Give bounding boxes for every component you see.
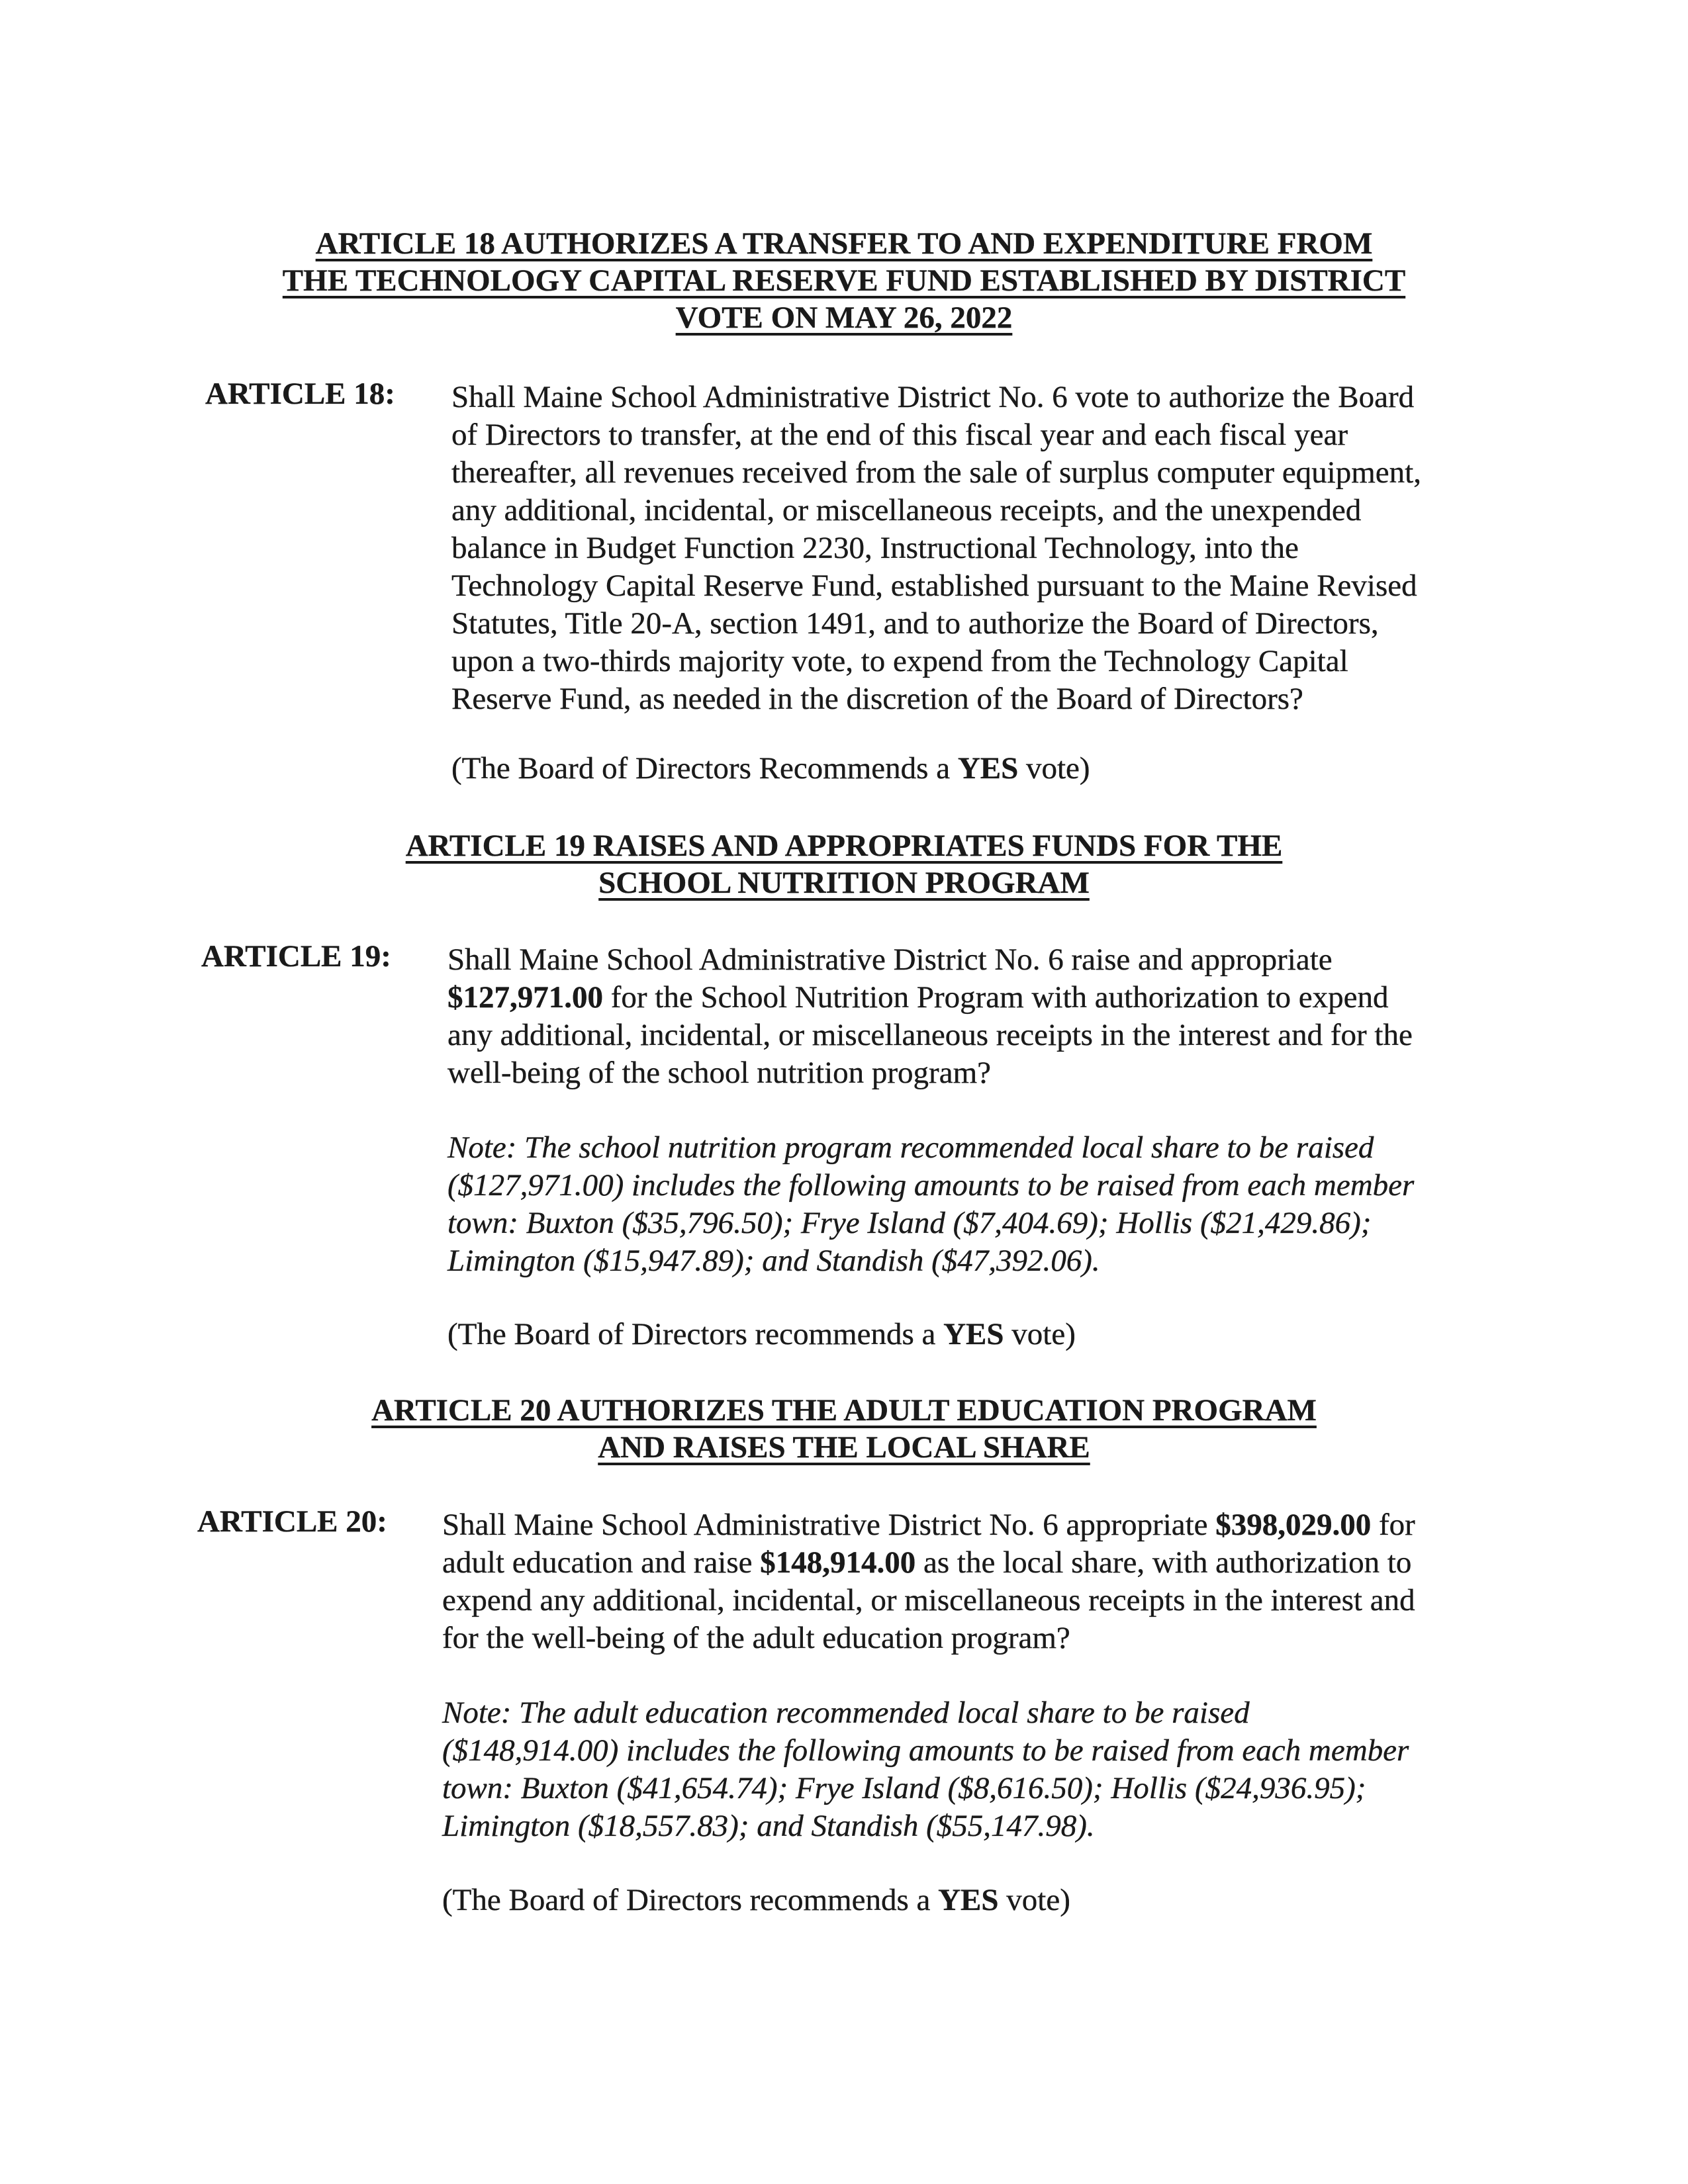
body-line: any additional, incidental, or miscellaneous receipts, and the unexpended bbox=[451, 493, 1362, 527]
body-line: thereafter, all revenues received from the sale of surplus computer equipment, bbox=[451, 455, 1421, 490]
recommendation-text: (The Board of Directors recommends a bbox=[442, 1883, 939, 1917]
body-line: Technology Capital Reserve Fund, established pursuant to the Maine Revised bbox=[451, 569, 1417, 603]
body-text: for bbox=[1371, 1508, 1415, 1542]
body-line: balance in Budget Function 2230, Instructional Technology, into the bbox=[451, 531, 1299, 565]
heading-line: AND RAISES THE LOCAL SHARE bbox=[598, 1430, 1090, 1465]
body-line: Statutes, Title 20-A, section 1491, and to authorize the Board of Directors, bbox=[451, 606, 1379, 641]
heading-line: VOTE ON MAY 26, 2022 bbox=[675, 300, 1013, 335]
note-line: Note: The school nutrition program recommended local share to be raised bbox=[447, 1130, 1374, 1165]
amount: $127,971.00 bbox=[447, 980, 603, 1015]
note-line: town: Buxton ($35,796.50); Frye Island ($7,404.69); Hollis ($21,429.86); bbox=[447, 1206, 1372, 1240]
heading-line: ARTICLE 19 RAISES AND APPROPRIATES FUNDS FOR THE bbox=[405, 829, 1283, 863]
recommendation-text: (The Board of Directors recommends a bbox=[447, 1317, 944, 1351]
heading-line: ARTICLE 18 AUTHORIZES A TRANSFER TO AND EXPENDITURE FROM bbox=[315, 226, 1373, 261]
body-line: of Directors to transfer, at the end of this fiscal year and each fiscal year bbox=[451, 418, 1348, 452]
amount: $398,029.00 bbox=[1215, 1508, 1372, 1542]
heading-line: THE TECHNOLOGY CAPITAL RESERVE FUND ESTABLISHED BY DISTRICT bbox=[282, 263, 1406, 298]
article-19-recommendation bbox=[447, 1315, 1076, 1353]
body-line: well-being of the school nutrition program? bbox=[447, 1056, 991, 1090]
article-19-body bbox=[447, 941, 1413, 1092]
body-line: expend any additional, incidental, or miscellaneous receipts in the interest and bbox=[442, 1583, 1415, 1617]
article-20-note bbox=[442, 1694, 1409, 1845]
body-text: as the local share, with authorization to bbox=[915, 1545, 1412, 1580]
recommendation-text: vote) bbox=[1004, 1317, 1076, 1351]
body-line: Shall Maine School Administrative District No. 6 raise and appropriate bbox=[447, 942, 1333, 977]
article-18-heading bbox=[225, 225, 1463, 336]
recommendation-vote: YES bbox=[957, 751, 1019, 786]
article-19-label: ARTICLE 19: bbox=[201, 939, 391, 974]
body-line: Reserve Fund, as needed in the discretion of the Board of Directors? bbox=[451, 682, 1303, 716]
article-18-label: ARTICLE 18: bbox=[205, 377, 395, 411]
note-line: ($148,914.00) includes the following amounts to be raised from each member bbox=[442, 1733, 1409, 1768]
body-line bbox=[447, 979, 1413, 1017]
article-18-recommendation bbox=[451, 749, 1090, 788]
heading-line: ARTICLE 20 AUTHORIZES THE ADULT EDUCATION PROGRAM bbox=[371, 1393, 1317, 1428]
body-line: any additional, incidental, or miscellaneous receipts in the interest and for the bbox=[447, 1018, 1413, 1052]
article-20-label: ARTICLE 20: bbox=[197, 1504, 387, 1539]
body-line: for the well-being of the adult education program? bbox=[442, 1621, 1070, 1655]
article-19-heading bbox=[225, 827, 1463, 901]
heading-line: SCHOOL NUTRITION PROGRAM bbox=[598, 866, 1090, 900]
recommendation-vote: YES bbox=[943, 1317, 1004, 1351]
recommendation-vote: YES bbox=[938, 1883, 999, 1917]
body-line: Shall Maine School Administrative District No. 6 vote to authorize the Board bbox=[451, 380, 1415, 414]
body-line bbox=[442, 1544, 1415, 1582]
note-line: ($127,971.00) includes the following amounts to be raised from each member bbox=[447, 1168, 1415, 1203]
article-18-body bbox=[451, 379, 1421, 718]
body-text: for the School Nutrition Program with authorization to expend bbox=[603, 980, 1389, 1015]
recommendation-text: vote) bbox=[1018, 751, 1090, 786]
note-line: Limington ($15,947.89); and Standish ($47,392.06). bbox=[447, 1244, 1100, 1278]
body-text: adult education and raise bbox=[442, 1545, 761, 1580]
note-line: town: Buxton ($41,654.74); Frye Island ($8,616.50); Hollis ($24,936.95); bbox=[442, 1771, 1366, 1805]
article-20-body bbox=[442, 1506, 1415, 1657]
note-line: Limington ($18,557.83); and Standish ($55,147.98). bbox=[442, 1809, 1095, 1843]
amount: $148,914.00 bbox=[760, 1545, 916, 1580]
note-line: Note: The adult education recommended local share to be raised bbox=[442, 1696, 1250, 1730]
body-line bbox=[442, 1506, 1415, 1544]
article-20-recommendation bbox=[442, 1881, 1070, 1919]
article-19-note bbox=[447, 1129, 1414, 1280]
recommendation-text: vote) bbox=[998, 1883, 1070, 1917]
body-line: upon a two-thirds majority vote, to expend from the Technology Capital bbox=[451, 644, 1348, 678]
recommendation-text: (The Board of Directors Recommends a bbox=[451, 751, 958, 786]
article-20-heading bbox=[225, 1392, 1463, 1466]
body-text: Shall Maine School Administrative District No. 6 appropriate bbox=[442, 1508, 1216, 1542]
